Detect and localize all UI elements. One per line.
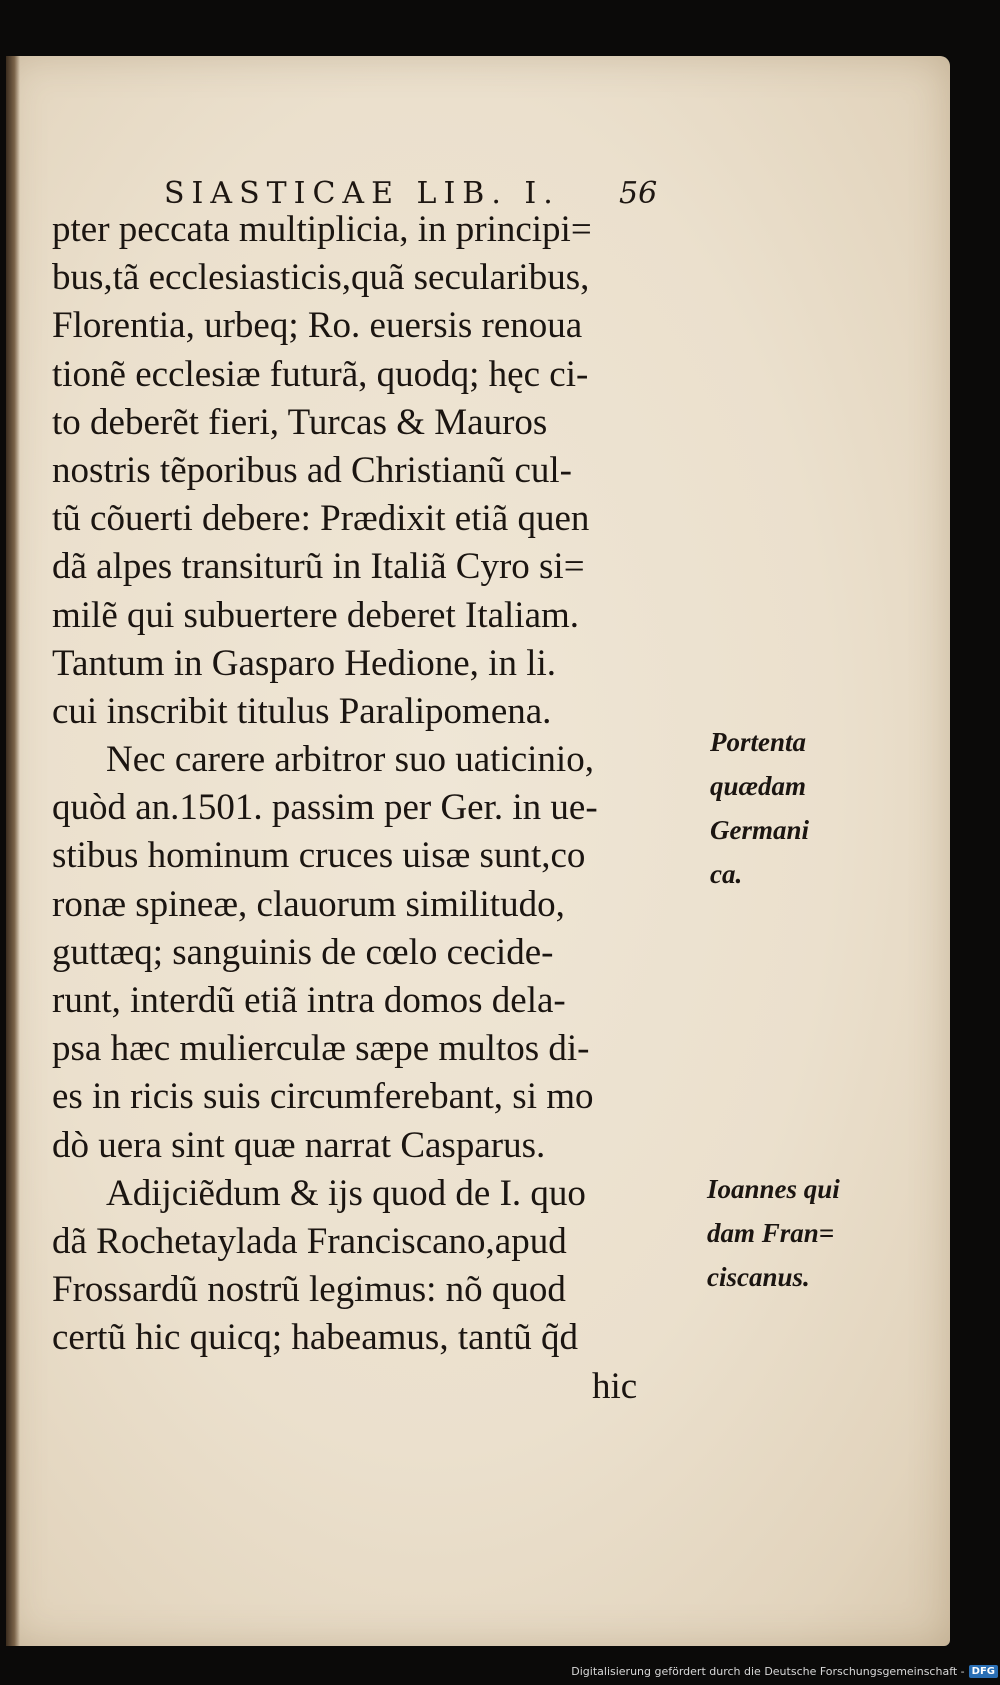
dfg-logo-icon: DFG bbox=[969, 1665, 998, 1678]
text-line: dò uera sint quæ narrat Casparus. bbox=[52, 1124, 546, 1166]
running-title: SIASTICAE LIB. I. bbox=[164, 176, 560, 211]
text-line: runt, interdũ etiã intra domos dela- bbox=[52, 980, 566, 1021]
text-line: tionẽ ecclesiæ futurã, quodq; hęc ci- bbox=[52, 353, 589, 395]
text-line: es in ricis suis circumferebant, si mo bbox=[52, 1076, 594, 1118]
page-number: 56 bbox=[619, 176, 658, 211]
margin-note-ioannes bbox=[707, 1167, 840, 1299]
text-line: tũ cõuerti debere: Prædixit etiã quen bbox=[52, 498, 590, 540]
text-line: bus,tã ecclesiasticis,quã secularibus, bbox=[52, 257, 590, 299]
margin-note-line: Portenta bbox=[710, 727, 807, 757]
text-line: psa hæc mulierculæ sæpe multos di- bbox=[52, 1028, 590, 1070]
text-line: guttæq; sanguinis de cœlo cecide- bbox=[52, 931, 554, 973]
text-line: Tantum in Gasparo Hedione, in li. bbox=[52, 642, 556, 684]
margin-note-portenta bbox=[710, 720, 809, 896]
margin-note-line: Ioannes qui bbox=[707, 1174, 840, 1204]
text-line: milẽ qui subuertere deberet Italiam. bbox=[52, 594, 580, 636]
text-line: pter peccata multiplicia, in principi= bbox=[52, 209, 592, 250]
text-line: ronæ spineæ, clauorum similitudo, bbox=[52, 883, 565, 925]
margin-note-line: dam Fran= bbox=[707, 1218, 835, 1248]
text-line: Adijciẽdum & ijs quod de I. quo bbox=[106, 1172, 586, 1214]
page-spine-shadow bbox=[6, 56, 20, 1646]
text-line: Nec carere arbitror suo uaticinio, bbox=[106, 739, 594, 781]
text-line: stibus hominum cruces uisæ sunt,co bbox=[52, 835, 586, 877]
text-line: cui inscribit titulus Paralipomena. bbox=[52, 690, 552, 732]
catchword: hic bbox=[592, 1365, 638, 1407]
margin-note-line: ciscanus. bbox=[707, 1262, 810, 1292]
text-line: to deberẽt fieri, Turcas & Mauros bbox=[52, 401, 548, 443]
footer-text: Digitalisierung gefördert durch die Deutsche Forschungsgemeinschaft - bbox=[571, 1664, 965, 1678]
text-line: dã Rochetaylada Franciscano,apud bbox=[52, 1220, 567, 1262]
text-line: certũ hic quicq; habeamus, tantũ q̃d bbox=[52, 1317, 579, 1359]
margin-note-line: ca. bbox=[710, 859, 743, 889]
text-line: quòd an.1501. passim per Ger. in ue- bbox=[52, 787, 598, 829]
margin-note-line: Germani bbox=[710, 815, 810, 845]
text-line: nostris tẽporibus ad Christianũ cul- bbox=[52, 449, 572, 491]
text-line: Frossardũ nostrũ legimus: nõ quod bbox=[52, 1269, 566, 1311]
text-block bbox=[52, 206, 712, 1411]
text-line: dã alpes transiturũ in Italiã Cyro si= bbox=[52, 546, 585, 588]
text-line: Florentia, urbeq; Ro. euersis renoua bbox=[52, 305, 583, 347]
digitization-credit bbox=[571, 1661, 998, 1681]
margin-note-line: quædam bbox=[710, 771, 807, 801]
